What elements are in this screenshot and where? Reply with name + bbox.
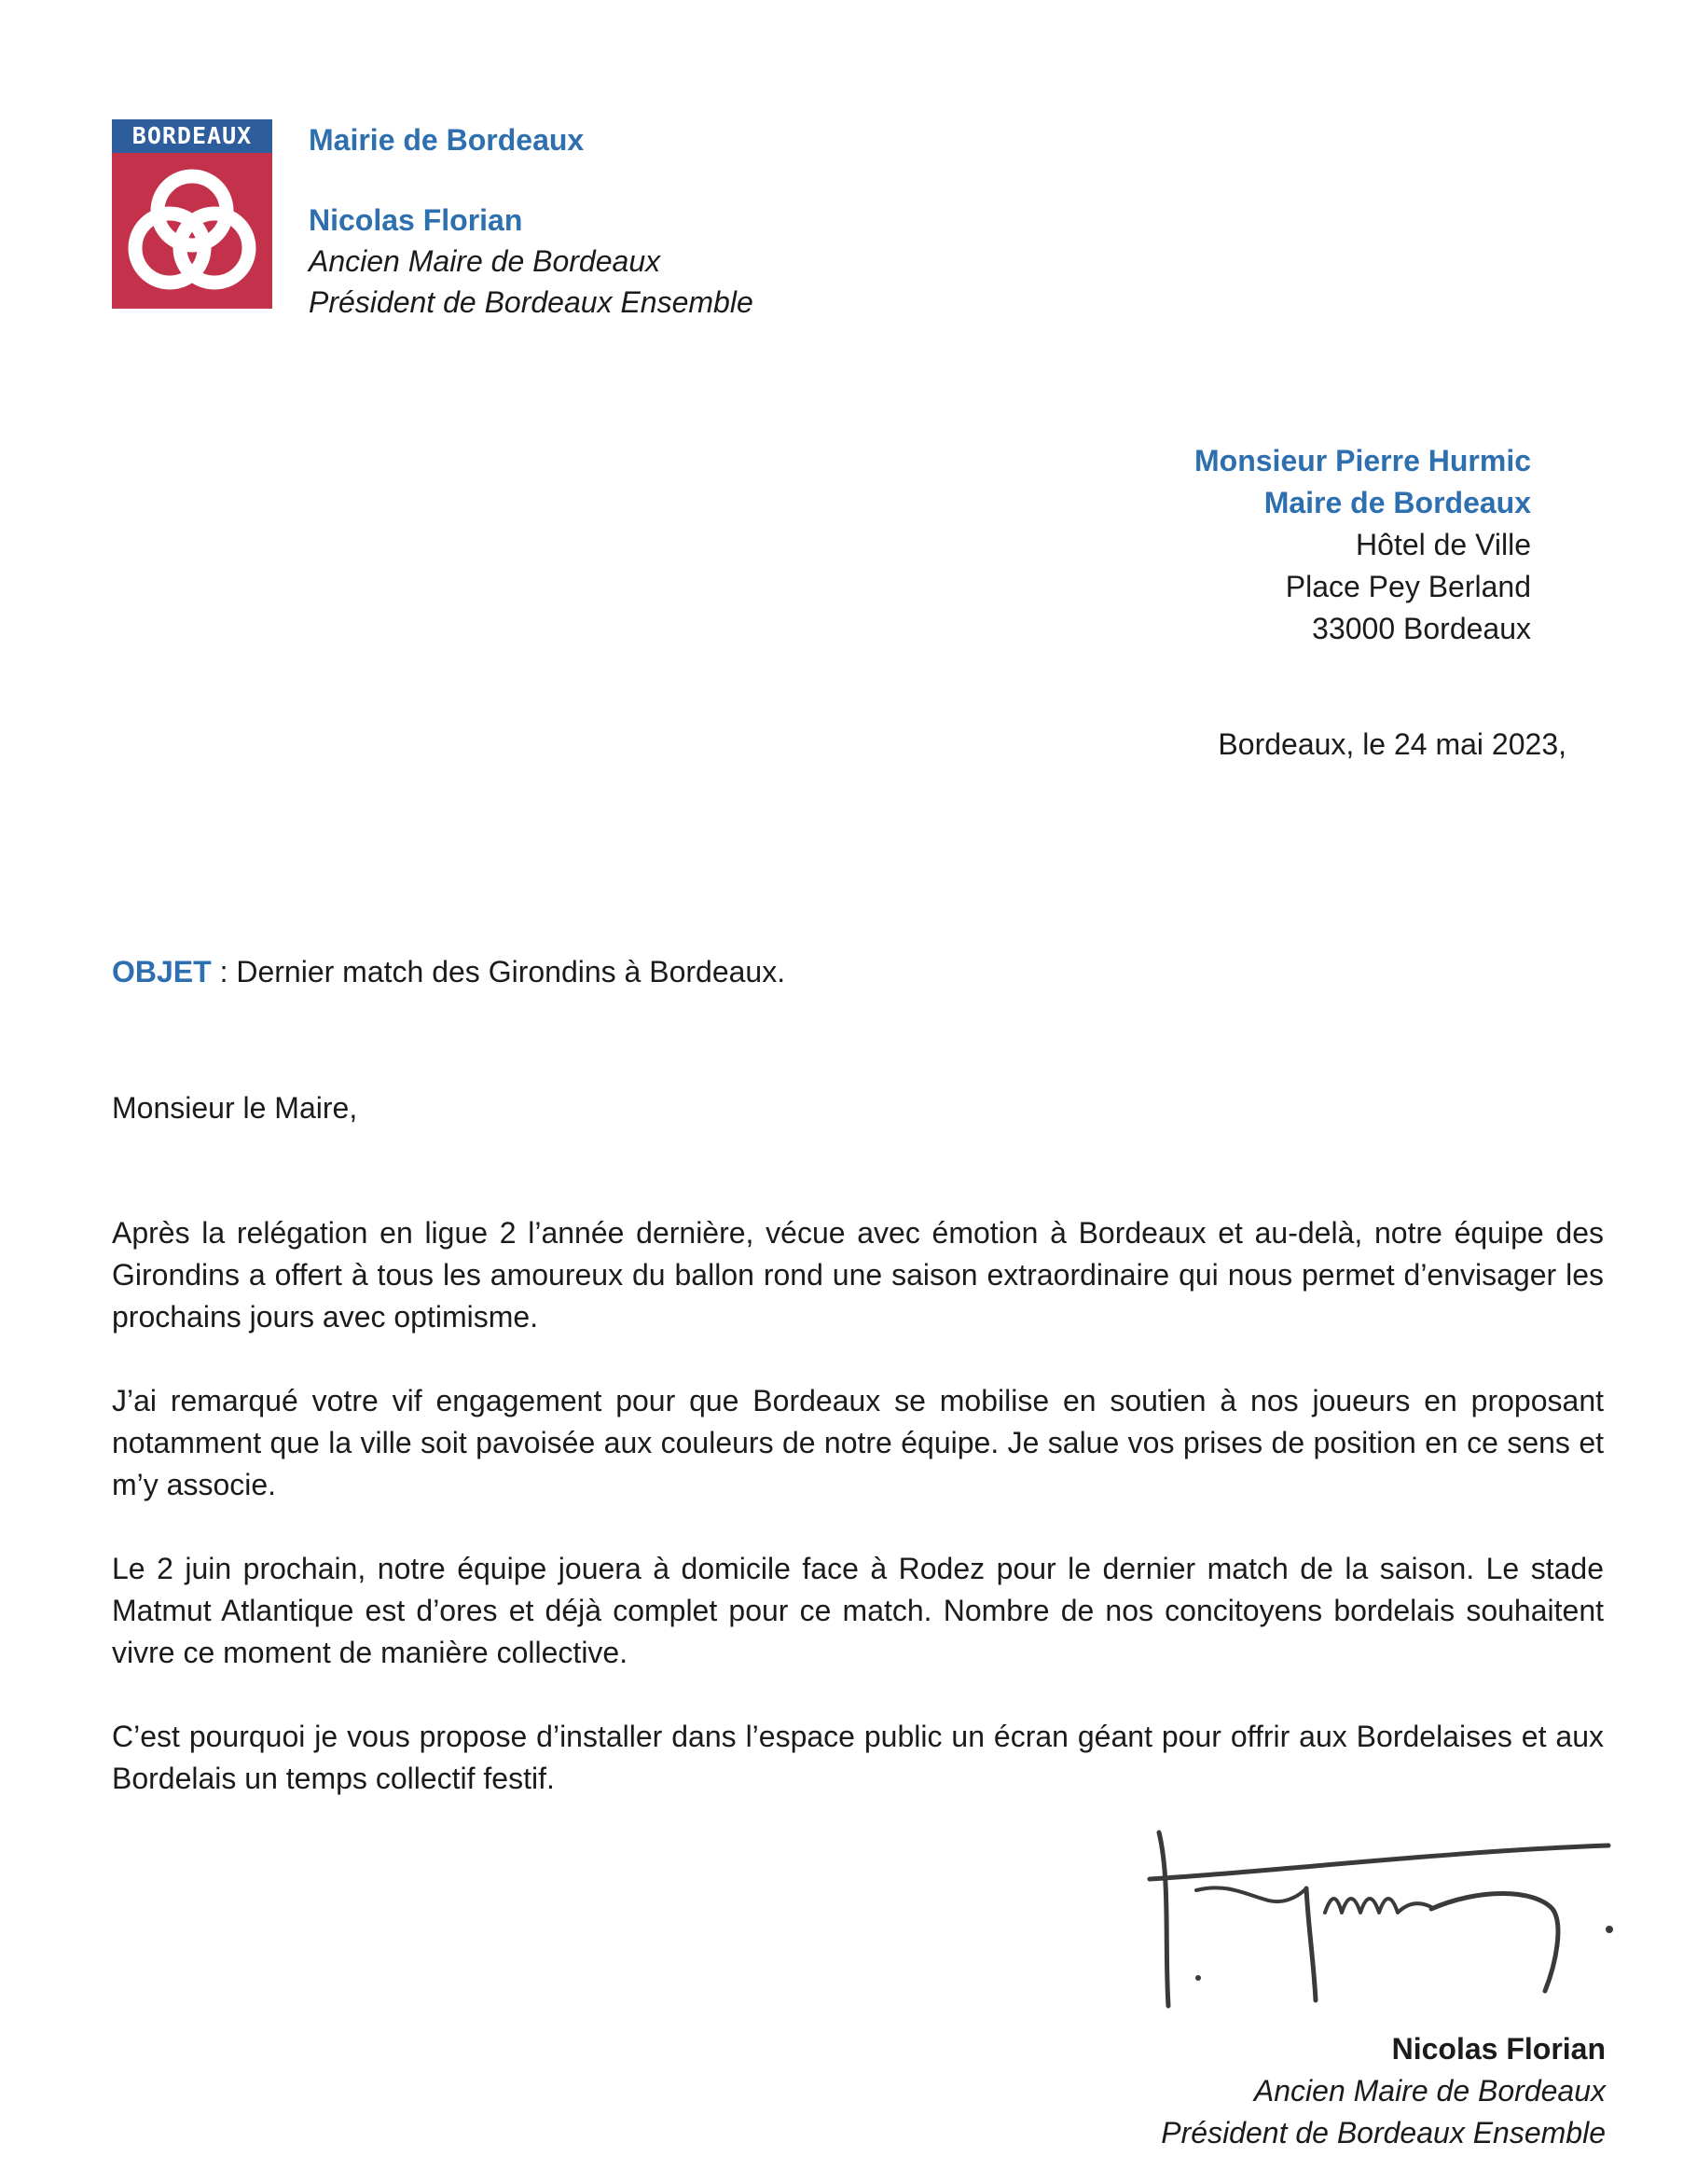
recipient-address (1194, 440, 1531, 650)
closing-block (1161, 2028, 1606, 2154)
organization-name: Mairie de Bordeaux (309, 123, 585, 157)
closing-title: Président de Bordeaux Ensemble (1161, 2116, 1606, 2149)
handwritten-signature (1142, 1823, 1627, 2038)
address-line: Hôtel de Ville (1356, 528, 1531, 561)
address-line: 33000 Bordeaux (1312, 612, 1531, 645)
closing-title: Ancien Maire de Bordeaux (1253, 2074, 1606, 2108)
subject-line (112, 955, 785, 989)
letter-date: Bordeaux, le 24 mai 2023, (1218, 727, 1566, 761)
subject-text: : Dernier match des Girondins à Bordeaux. (211, 955, 786, 988)
triquetra-icon (112, 153, 272, 309)
bordeaux-logo (112, 119, 272, 309)
body-paragraph: C’est pourquoi je vous propose d’installer dans l’espace public un écran géant pour offrir aux Bordelaises et aux Bordelais un temps collectif festif. (112, 1720, 1604, 1795)
salutation: Monsieur le Maire, (112, 1091, 358, 1125)
body-paragraph: Le 2 juin prochain, notre équipe jouera à domicile face à Rodez pour le dernier match de la saison. Le stade Matmut Atlantique est d’ores et déjà complet pour ce match. Nombre de nos concitoyens bordelais souhaitent vivre ce moment de manière collective. (112, 1552, 1604, 1669)
letterhead (309, 119, 753, 323)
letter-body (112, 1212, 1604, 1842)
address-line: Place Pey Berland (1285, 570, 1531, 603)
recipient-name: Monsieur Pierre Hurmic (1194, 444, 1531, 477)
closing-name: Nicolas Florian (1391, 2032, 1606, 2066)
sender-name: Nicolas Florian (309, 203, 523, 237)
recipient-title: Maire de Bordeaux (1263, 486, 1531, 519)
body-paragraph: J’ai remarqué votre vif engagement pour que Bordeaux se mobilise en soutien à nos joueurs en proposant notamment que la ville soit pavoisée aux couleurs de notre équipe. Je salue vos prises de position en ce sens et m’y associe. (112, 1384, 1604, 1501)
sender-title: Président de Bordeaux Ensemble (309, 285, 753, 319)
sender-title: Ancien Maire de Bordeaux (309, 244, 661, 278)
subject-label: OBJET (112, 955, 212, 988)
logo-text: BORDEAUX (112, 119, 272, 153)
body-paragraph: Après la relégation en ligue 2 l’année dernière, vécue avec émotion à Bordeaux et au-delà, notre équipe des Girondins a offert à tous les amoureux du ballon rond une saison extraordinaire qui nous permet d’envisager les prochains jours avec optimisme. (112, 1216, 1604, 1334)
